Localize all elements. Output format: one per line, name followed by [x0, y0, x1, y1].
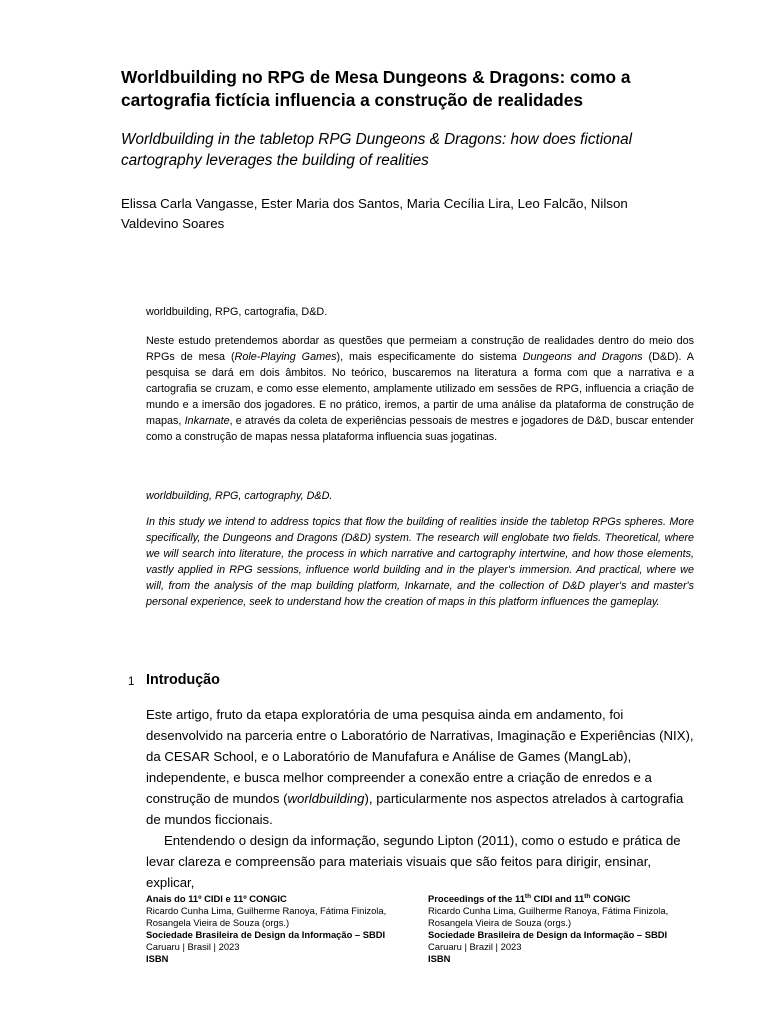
author-list: Elissa Carla Vangasse, Ester Maria dos Santos, Maria Cecília Lira, Leo Falcão, Nilson Valdevino Soares: [121, 196, 628, 231]
body-text-run: ), particularmente nos aspectos atrelados à cartografia de mundos ficcionais.: [146, 791, 684, 827]
paper-subtitle: Worldbuilding in the tabletop RPG Dungeons & Dragons: how does fictional cartography leverages the building of realities: [121, 131, 633, 169]
footer-pt: [146, 893, 416, 965]
footer-location: Caruaru | Brazil | 2023: [428, 941, 522, 952]
footer-title-sup: th: [584, 892, 591, 900]
abstract-pt-italic: Role-Playing Games: [234, 351, 337, 363]
body-paragraph: Entendendo o design da informação, segundo Lipton (2011), como o estudo e prática de levar clareza e compreensão para materiais visuais que são feitos para dirigir, ensinar, explicar,: [146, 833, 681, 890]
footer-en: [428, 893, 698, 965]
section-number: 1: [128, 676, 135, 688]
footer-location: Caruaru | Brasil | 2023: [146, 941, 240, 952]
footer-title-part: Proceedings of the 11: [428, 893, 525, 904]
abstract-pt-italic: Dungeons and Dragons: [522, 351, 643, 363]
abstract-en: In this study we intend to address topics that flow the building of realities inside the tabletop RPGs spheres. More specifically, the Dungeons and Dragons (D&D) system. The research will englobate two fields. Theoretical, where we will search into literature, the process in which narrative and cartography intertwine, and how those elements, vastly applied in RPG sessions, influence world building and in the player's immersion. And practical, where we will, from the analysis of the map building platform, Inkarnate, and the collection of D&D player's and master's personal experience, seek to understand how the creation of maps in this platform influences the gameplay.: [146, 516, 694, 608]
footer-editors: Ricardo Cunha Lima, Guilherme Ranoya, Fátima Finizola,: [428, 905, 669, 916]
keywords-en: worldbuilding, RPG, cartography, D&D.: [146, 490, 333, 502]
abstract-pt-text: Neste estudo pretendemos abordar as questões que permeiam a construção de realidades dentro do meio dos RPGs de mesa (: [146, 335, 694, 363]
footer-isbn: ISBN: [146, 953, 169, 964]
body-text-run: Este artigo, fruto da etapa exploratória de uma pesquisa ainda em andamento, foi desenvolvido na parceria entre o Laboratório de Narrativas, Imaginação e Experiências (NIX), da CESAR School, e o Laboratório de Manufafura e Análise de Games (MangLab), independente, e busca melhor compreender a conexão entre a criação de enredos e a construção de mundos (: [146, 707, 694, 806]
footer-editors: Rosangela Vieira de Souza (orgs.): [428, 917, 572, 928]
abstract-pt-italic: Inkarnate: [184, 415, 230, 427]
footer-editors: Rosangela Vieira de Souza (orgs.): [146, 917, 290, 928]
footer-title-sup: th: [524, 892, 532, 900]
abstract-pt: [146, 333, 694, 445]
body-text: [146, 704, 694, 893]
body-text-italic: worldbuilding: [287, 791, 365, 806]
paper-title: Worldbuilding no RPG de Mesa Dungeons & Dragons: como a cartografia fictícia influencia a construção de realidades: [121, 67, 631, 110]
abstract-pt-text: (D&D). A pesquisa se dará em dois âmbitos. No teórico, buscaremos na literatura a forma com que a narrativa e a cartografia se cruzam, e como esse elemento, amplamente utilizado em sessões de RPG, influencia a criação de mundo e a imersão dos jogadores. E no prático, iremos, a partir de uma análise da plataforma de construção de mapas,: [146, 351, 694, 427]
footer-society: Sociedade Brasileira de Design da Informação – SBDI: [428, 929, 668, 940]
footer-title-part: CONGIC: [590, 893, 631, 904]
footer-title-part: CIDI and 11: [531, 893, 585, 904]
footer-proceedings-title: [428, 893, 698, 905]
abstract-pt-text: ), mais especificamente do sistema: [336, 351, 523, 363]
footer-society: Sociedade Brasileira de Design da Informação – SBDI: [146, 929, 386, 940]
footer-proceedings-title: Anais do 11º CIDI e 11º CONGIC: [146, 893, 287, 904]
section-heading: Introdução: [146, 672, 220, 688]
keywords-pt: worldbuilding, RPG, cartografia, D&D.: [146, 306, 328, 318]
body-paragraph: [146, 704, 694, 830]
footer-editors: Ricardo Cunha Lima, Guilherme Ranoya, Fátima Finizola,: [146, 905, 387, 916]
abstract-pt-text: , e através da coleta de experiências pessoais de mestres e jogadores de D&D, buscar entender como a construção de mapas nessa plataforma influencia suas jogatinas.: [146, 415, 694, 443]
footer-isbn: ISBN: [428, 953, 451, 964]
